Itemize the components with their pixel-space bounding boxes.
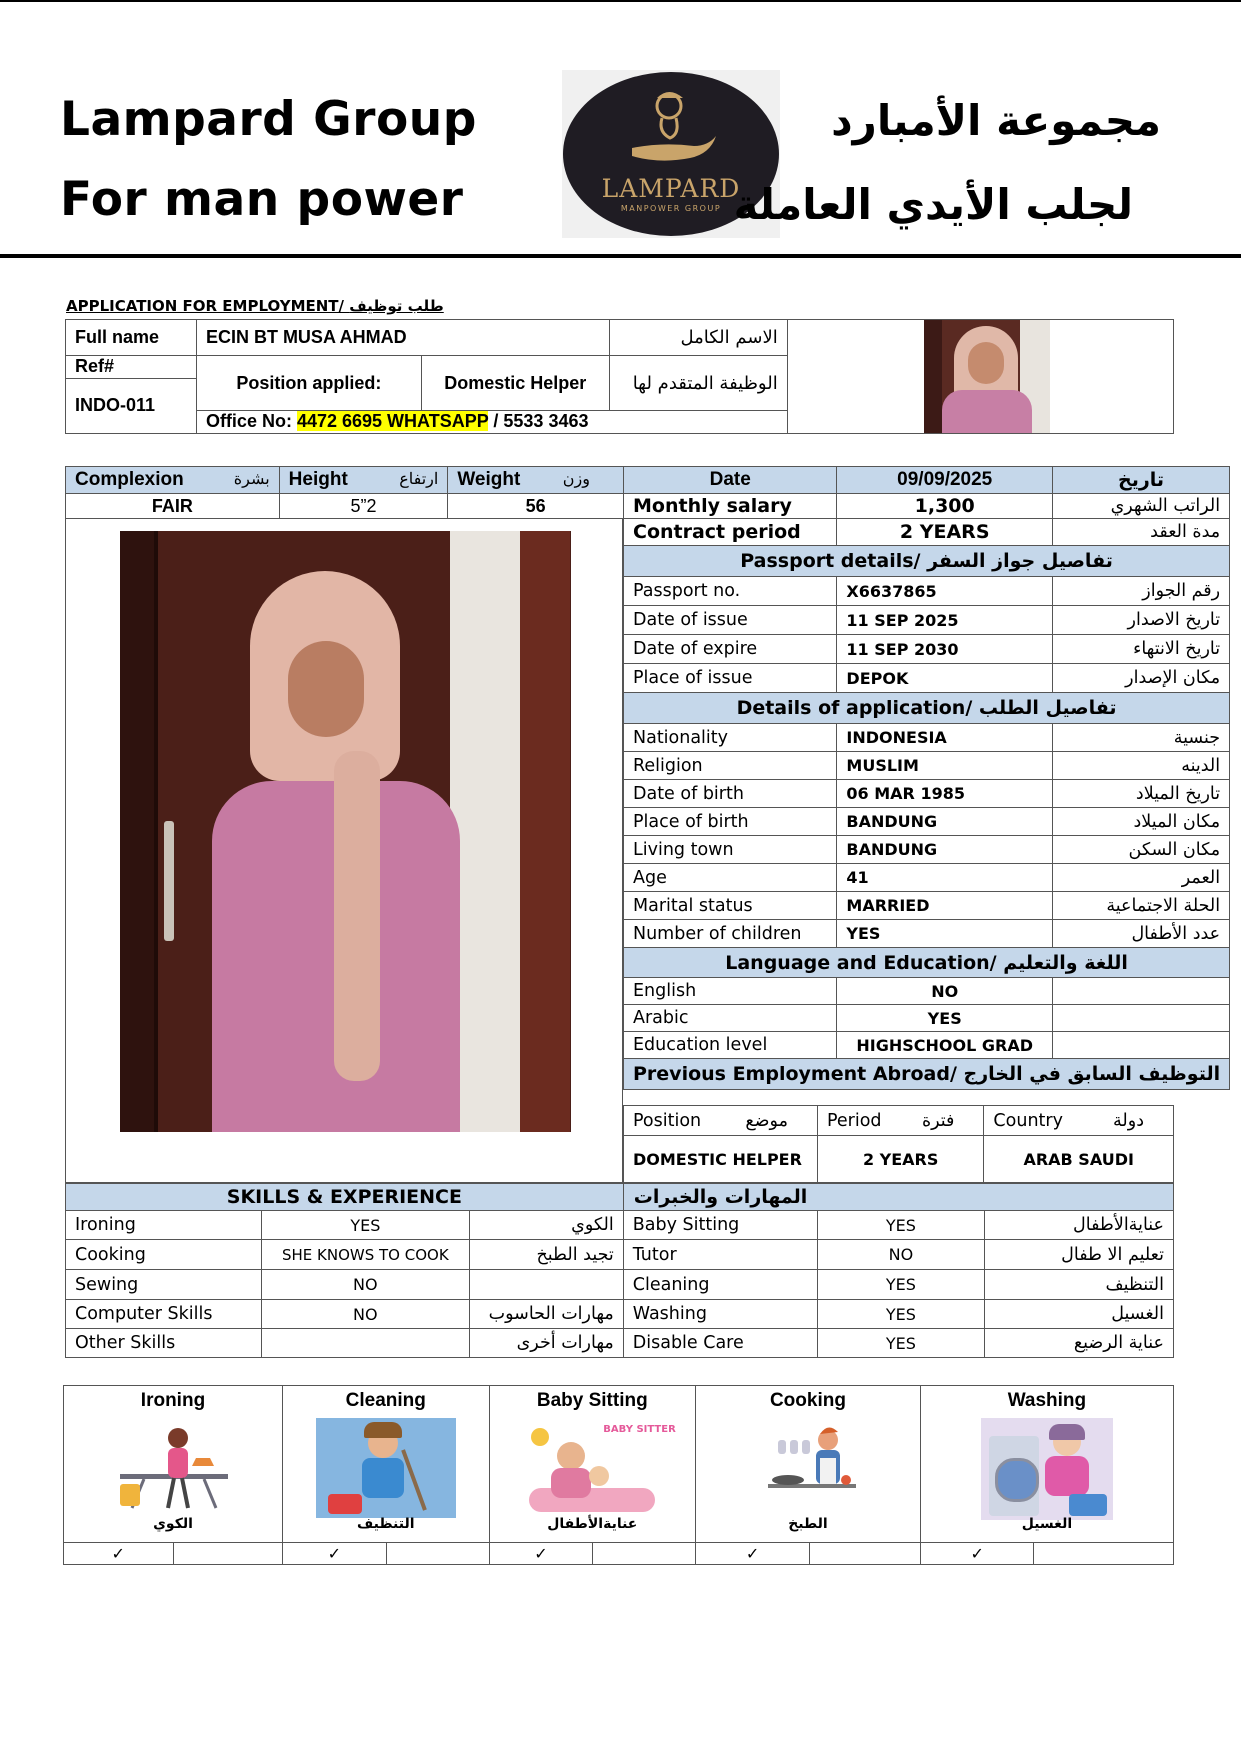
full-photo-cell <box>65 518 623 1183</box>
full-name-ar-label: الاسم الكامل <box>609 320 787 356</box>
skill-babysitting-ar: عنايةالأطفال <box>985 1211 1174 1240</box>
skill-other-label: Other Skills <box>66 1329 262 1358</box>
applicant-header-table <box>65 319 1174 434</box>
icon-cell-ironing: Ironing الكوي <box>64 1386 283 1543</box>
position-label: Position applied: <box>196 356 421 410</box>
children-value: YES <box>837 920 1053 948</box>
page-top-border <box>0 0 1241 2</box>
religion-value: MUSLIM <box>837 752 1053 780</box>
date-value: 09/09/2025 <box>837 467 1053 494</box>
main-details-block <box>65 466 1221 1183</box>
babysitting-icon: BABY SITTER <box>517 1418 667 1518</box>
skill-cooking-label: Cooking <box>66 1240 262 1270</box>
birth-place-ar: مكان الميلاد <box>1053 808 1230 836</box>
ironing-check-icon: ✓ <box>64 1543 174 1565</box>
skills-title-ar: المهارات والخبرات <box>623 1184 1173 1211</box>
skill-ironing-value: YES <box>261 1211 469 1240</box>
salary-label: Monthly salary <box>624 494 837 519</box>
passport-no-ar: رقم الجواز <box>1053 577 1230 606</box>
expire-date-label: Date of expire <box>624 635 837 664</box>
icon-cell-cleaning: Cleaning التنظيف <box>283 1386 490 1543</box>
age-ar: العمر <box>1053 864 1230 892</box>
logo-text: LAMPARD <box>601 174 741 203</box>
skill-washing-label: Washing <box>623 1300 817 1329</box>
cleaning-icon <box>316 1418 456 1518</box>
prev-position-header: Position موضع <box>624 1106 818 1136</box>
passport-section-title: Passport details/ تفاصيل جواز السفر <box>624 546 1230 577</box>
nationality-value: INDONESIA <box>837 724 1053 752</box>
skill-ironing-ar: الكوي <box>469 1211 623 1240</box>
skill-sewing-label: Sewing <box>66 1270 262 1300</box>
skill-cleaning-label: Cleaning <box>623 1270 817 1300</box>
issue-date-label: Date of issue <box>624 606 837 635</box>
logo-subtext: MANPOWER GROUP <box>620 204 722 213</box>
ref-value: INDO-011 <box>66 378 197 434</box>
marital-status-value: MARRIED <box>837 892 1053 920</box>
skill-cooking-value: SHE KNOWS TO COOK <box>261 1240 469 1270</box>
skill-computer-ar: مهارات الحاسوب <box>469 1300 623 1329</box>
ref-label: Ref# <box>66 356 197 378</box>
date-label: Date <box>624 467 837 494</box>
issue-place-value: DEPOK <box>837 664 1053 693</box>
salary-ar-label: الراتب الشهري <box>1053 494 1230 519</box>
birth-date-value: 06 MAR 1985 <box>837 780 1053 808</box>
babysitting-check-icon: ✓ <box>489 1543 593 1565</box>
icon-cell-washing: Washing الغسيل <box>920 1386 1173 1543</box>
skill-washing-value: YES <box>817 1300 985 1329</box>
age-label: Age <box>624 864 837 892</box>
religion-label: Religion <box>624 752 837 780</box>
english-label: English <box>624 978 837 1005</box>
birth-date-label: Date of birth <box>624 780 837 808</box>
education-label: Education level <box>624 1032 837 1059</box>
skill-babysitting-label: Baby Sitting <box>623 1211 817 1240</box>
arabic-label: Arabic <box>624 1005 837 1032</box>
position-value: Domestic Helper <box>421 356 609 410</box>
ironing-icon <box>64 1418 282 1510</box>
office-number: Office No: 4472 6695 WHATSAPP / 5533 3463 <box>196 410 787 433</box>
expire-date-value: 11 SEP 2030 <box>837 635 1053 664</box>
weight-header: Weight وزن <box>448 467 624 494</box>
english-value: NO <box>837 978 1053 1005</box>
issue-date-ar: تاريخ الاصدار <box>1053 606 1230 635</box>
skill-other-value <box>261 1329 469 1358</box>
complexion-value: FAIR <box>66 494 280 519</box>
application-section-title: Details of application/ تفاصيل الطلب <box>624 693 1230 724</box>
education-value: HIGHSCHOOL GRAD <box>837 1032 1053 1059</box>
profile-photo-cell <box>787 320 1173 434</box>
skills-icon-table <box>63 1385 1174 1565</box>
contract-period-label: Contract period <box>624 519 837 546</box>
skill-tutor-value: NO <box>817 1240 985 1270</box>
form-title: APPLICATION FOR EMPLOYMENT/ طلب توظيف <box>66 297 444 315</box>
skill-other-ar: مهارات أخرى <box>469 1329 623 1358</box>
expire-date-ar: تاريخ الانتهاء <box>1053 635 1230 664</box>
arabic-value: YES <box>837 1005 1053 1032</box>
passport-no-value: X6637865 <box>837 577 1053 606</box>
header-divider <box>0 254 1241 258</box>
cooking-icon <box>708 1418 908 1510</box>
skill-washing-ar: الغسيل <box>985 1300 1174 1329</box>
religion-ar: الدينه <box>1053 752 1230 780</box>
full-name-value: ECIN BT MUSA AHMAD <box>196 320 609 356</box>
height-value: 5”2 <box>279 494 448 519</box>
marital-status-ar: الحلة الاجتماعية <box>1053 892 1230 920</box>
skill-computer-value: NO <box>261 1300 469 1329</box>
living-town-label: Living town <box>624 836 837 864</box>
previous-employment-table <box>623 1105 1174 1183</box>
age-value: 41 <box>837 864 1053 892</box>
skill-babysitting-value: YES <box>817 1211 985 1240</box>
skills-title-en: SKILLS & EXPERIENCE <box>66 1184 624 1211</box>
skill-disablecare-ar: عناية الرضيع <box>985 1329 1174 1358</box>
children-label: Number of children <box>624 920 837 948</box>
birth-date-ar: تاريخ الميلاد <box>1053 780 1230 808</box>
washing-check-icon: ✓ <box>920 1543 1034 1565</box>
complexion-header: Complexion بشرة <box>66 467 280 494</box>
prev-period-value: 2 YEARS <box>817 1136 983 1183</box>
icon-cell-cooking: Cooking الطبخ <box>696 1386 921 1543</box>
physical-table <box>65 466 624 519</box>
salary-value: 1,300 <box>837 494 1053 519</box>
birth-place-label: Place of birth <box>624 808 837 836</box>
skill-disablecare-label: Disable Care <box>623 1329 817 1358</box>
skill-sewing-ar <box>469 1270 623 1300</box>
prev-country-value: ARAB SAUDI <box>984 1136 1174 1183</box>
cleaning-check-icon: ✓ <box>283 1543 387 1565</box>
issue-date-value: 11 SEP 2025 <box>837 606 1053 635</box>
company-name-en-line2: For man power <box>60 172 464 227</box>
skill-cleaning-ar: التنظيف <box>985 1270 1174 1300</box>
skill-sewing-value: NO <box>261 1270 469 1300</box>
position-ar-label: الوظيفة المتقدم لها <box>609 356 787 410</box>
skill-disablecare-value: YES <box>817 1329 985 1358</box>
skill-tutor-ar: تعليم الا طفال <box>985 1240 1174 1270</box>
living-town-ar: مكان السكن <box>1053 836 1230 864</box>
living-town-value: BANDUNG <box>837 836 1053 864</box>
prev-country-header: Country دولة <box>984 1106 1174 1136</box>
nationality-ar: جنسية <box>1053 724 1230 752</box>
skills-table <box>65 1183 1174 1358</box>
contract-period-ar-label: مدة العقد <box>1053 519 1230 546</box>
profile-photo <box>924 320 1050 433</box>
company-name-ar-line1: مجموعة الأمبارد <box>831 96 1161 145</box>
birth-place-value: BANDUNG <box>837 808 1053 836</box>
full-body-photo <box>120 531 571 1132</box>
children-ar: عدد الأطفال <box>1053 920 1230 948</box>
company-name-ar-line2: لجلب الأيدي العاملة <box>733 180 1133 229</box>
skill-cooking-ar: تجيد الطبخ <box>469 1240 623 1270</box>
weight-value: 56 <box>448 494 624 519</box>
marital-status-label: Marital status <box>624 892 837 920</box>
cooking-check-icon: ✓ <box>696 1543 810 1565</box>
date-ar-label: تاريخ <box>1053 467 1230 494</box>
contract-table <box>623 466 1230 1090</box>
skill-tutor-label: Tutor <box>623 1240 817 1270</box>
issue-place-ar: مكان الإصدار <box>1053 664 1230 693</box>
issue-place-label: Place of issue <box>624 664 837 693</box>
office-whatsapp: 4472 6695 WHATSAPP <box>296 411 489 432</box>
full-name-label: Full name <box>66 320 197 356</box>
height-header: Height ارتفاع <box>279 467 448 494</box>
nationality-label: Nationality <box>624 724 837 752</box>
previous-employment-title: Previous Employment Abroad/ التوظيف السابق في الخارج <box>624 1059 1230 1090</box>
prev-period-header: Period فترة <box>817 1106 983 1136</box>
icon-cell-babysitting: Baby Sitting BABY SITTER عنايةالأطفال <box>489 1386 696 1543</box>
skill-ironing-label: Ironing <box>66 1211 262 1240</box>
prev-position-value: DOMESTIC HELPER <box>624 1136 818 1183</box>
company-name-en-line1: Lampard Group <box>60 92 477 147</box>
washing-icon <box>981 1418 1113 1520</box>
language-section-title: Language and Education/ اللغة والتعليم <box>624 948 1230 978</box>
skill-computer-label: Computer Skills <box>66 1300 262 1329</box>
skill-cleaning-value: YES <box>817 1270 985 1300</box>
contract-period-value: 2 YEARS <box>837 519 1053 546</box>
passport-no-label: Passport no. <box>624 577 837 606</box>
